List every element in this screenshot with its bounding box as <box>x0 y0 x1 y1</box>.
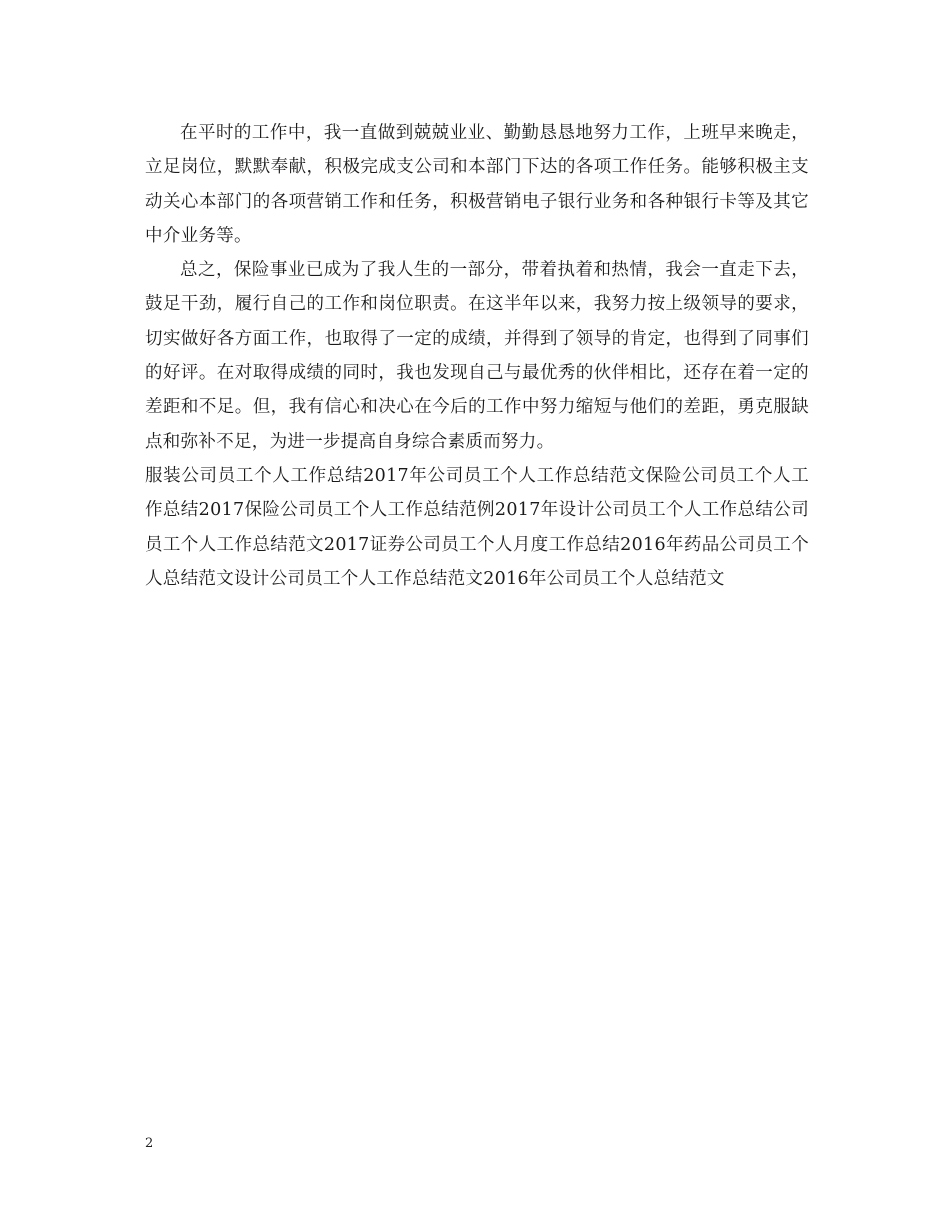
body-paragraph-2: 总之，保险事业已成为了我人生的一部分，带着执着和热情，我会一直走下去，鼓足干劲，履行自己的工作和岗位职责。在这半年以来，我努力按上级领导的要求，切实做好各方面工作，也取得了一定的成绩，并得到了领导的肯定，也得到了同事们的好评。在对取得成绩的同时，我也发现自己与最优秀的伙伴相比，还存在着一定的差距和不足。但，我有信心和决心在今后的工作中努力缩短与他们的差距，勇克服缺点和弥补不足，为进一步提高自身综合素质而努力。 <box>145 260 809 452</box>
page-number: 2 <box>145 1136 154 1151</box>
body-paragraph-1: 在平时的工作中，我一直做到兢兢业业、勤勤恳恳地努力工作，上班早来晚走，立足岗位，默默奉献，积极完成支公司和本部门下达的各项工作任务。能够积极主支动关心本部门的各项营销工作和任务，积极营销电子银行业务和各种银行卡等及其它中介业务等。 <box>145 123 809 246</box>
related-articles-text: 服装公司员工个人工作总结2017年公司员工个人工作总结范文保险公司员工个人工作总结2017保险公司员工个人工作总结范例2017年设计公司员工个人工作总结公司员工个人工作总结范文2017证券公司员工个人月度工作总结2016年药品公司员工个人总结范文设计公司员工个人工作总结范文2016年公司员工个人总结范文 <box>145 465 809 589</box>
document-body <box>145 116 809 596</box>
